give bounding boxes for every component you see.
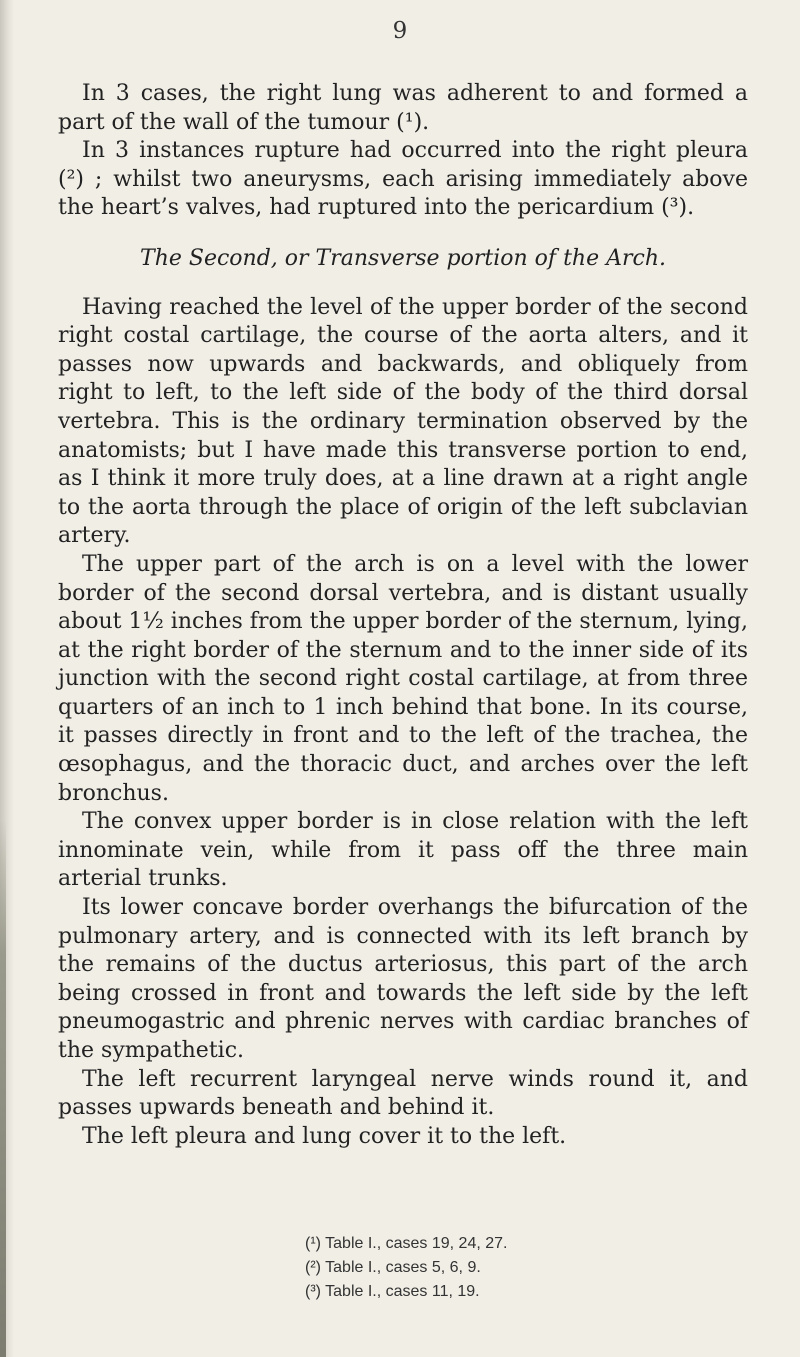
paragraph: In 3 instances rupture had occurred into the right pleura (²) ; whilst two aneurysms, each arising immediately above the heart’s valves, had ruptured into the pericardium (³). <box>58 138 748 221</box>
section-heading: The Second, or Transverse portion of the Arch. <box>140 245 666 271</box>
paragraph: The left pleura and lung cover it to the left. <box>82 1123 567 1149</box>
paragraph: Having reached the level of the upper border of the second right costal cartilage, the course of the aorta alters, and it passes now upwards and backwards, and obliquely from right to left, to the left side of the body of the third dorsal vertebra. This is the ordinary termination observed by the anatomists; but I have made this transverse portion to end, as I think it more truly does, at a line drawn at a right angle to the aorta through the place of origin of the left subclavian artery. <box>58 294 748 549</box>
footnote: (³) Table I., cases 11, 19. <box>305 1283 480 1300</box>
footnote: (²) Table I., cases 5, 6, 9. <box>305 1259 481 1276</box>
paragraph: Its lower concave border overhangs the bifurcation of the pulmonary artery, and is connected with its left branch by the remains of the ductus arteriosus, this part of the arch being crossed in front and towards the left side by the left pneumogastric and phrenic nerves with cardiac branches of the sympathetic. <box>58 895 748 1063</box>
paragraph: In 3 cases, the right lung was adherent to and formed a part of the wall of the tumour (¹). <box>58 81 748 135</box>
paragraph: The convex upper border is in close relation with the left innominate vein, while from it pass off the three main arterial trunks. <box>58 809 748 892</box>
page-edge-strip <box>0 820 6 1357</box>
footnotes <box>305 1232 507 1304</box>
page-text <box>58 80 748 1151</box>
page-number: 9 <box>392 18 408 44</box>
paragraph: The left recurrent laryngeal nerve winds round it, and passes upwards beneath and behind it. <box>58 1066 748 1121</box>
paragraph: The upper part of the arch is on a level with the lower border of the second dorsal vertebra, and is distant usually about 1½ inches from the upper border of the sternum, lying, at the right border of the sternum and to the inner side of its junction with the second right costal cartilage, at from three quarters of an inch to 1 inch behind that bone. In its course, it passes directly in front and to the left of the trachea, the œsophagus, and the thoracic duct, and arches over the left bronchus. <box>58 551 748 806</box>
footnote: (¹) Table I., cases 19, 24, 27. <box>305 1235 508 1252</box>
